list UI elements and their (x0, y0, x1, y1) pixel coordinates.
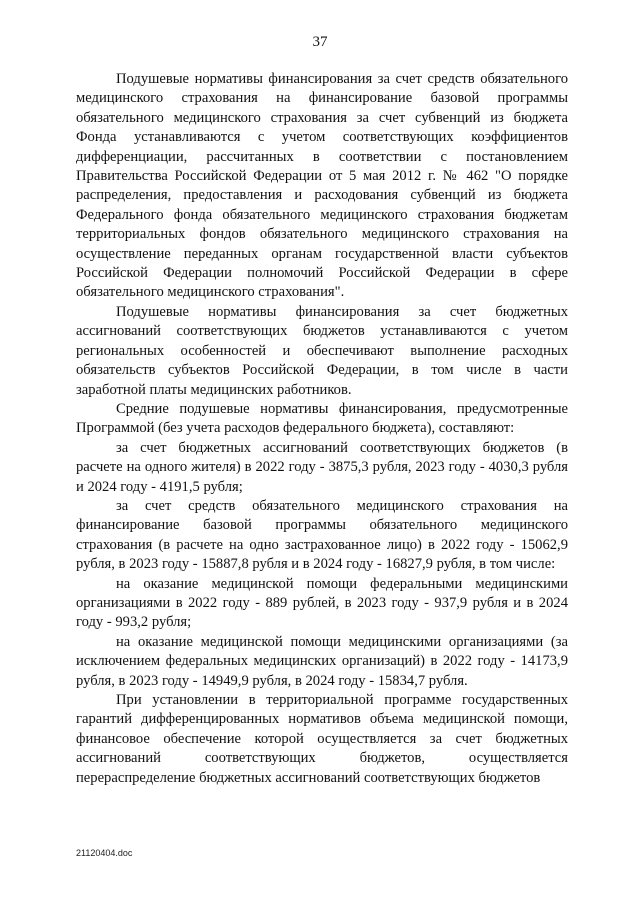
paragraph-average-norms: Средние подушевые нормативы финансирования, предусмотренные Программой (без учета расходов федерального бюджета), составляют: (76, 400, 568, 437)
page-number: 37 (312, 34, 328, 50)
paragraph-other-organizations: на оказание медицинской помощи медицинскими организациями (за исключением федеральных медицинских организаций) в 2022 году - 14173,9 рубля, в 2023 году - 14949,9 рубля, в 2024 году - 15834,7 рубля. (76, 633, 568, 689)
paragraph-per-capita-budget: Подушевые нормативы финансирования за счет бюджетных ассигнований соответствующих бюджетов устанавливаются с учетом региональных особенностей и обеспечивают выполнение расходных обязательств субъектов Российской Федерации, в том числе в части заработной платы медицинских работников. (76, 303, 568, 398)
paragraph-oms-funds: за счет средств обязательного медицинского страхования на финансирование базовой программы обязательного медицинского страхования (в расчете на одно застрахованное лицо) в 2022 году - 15062,9 рубля, в 2023 году - 15887,8 рубля и в 2024 году - 16827,9 рубля, в том числе: (76, 497, 568, 573)
paragraph-budget-allocations: за счет бюджетных ассигнований соответствующих бюджетов (в расчете на одного жителя) в 2022 году - 3875,3 рубля, 2023 году - 4030,3 рубля и 2024 году - 4191,5 рубля; (76, 439, 568, 495)
document-body (76, 70, 568, 788)
document-filename: 21120404.doc (76, 848, 133, 858)
paragraph-differentiated-norms: При установлении в территориальной программе государственных гарантий дифференцированных нормативов объема медицинской помощи, финансовое обеспечение которой осуществляется за счет бюджетных ассигнований соответствующих бюджетов, осуществляется перераспределение бюджетных ассигнований соответствующих бюджетов (76, 692, 568, 786)
paragraph-per-capita-oms: Подушевые нормативы финансирования за счет средств обязательного медицинского страхования на финансирование базовой программы обязательного медицинского страхования за счет субвенций из бюджета Фонда устанавливаются с учетом соответствующих коэффициентов дифференциации, рассчитанных в соответствии с постановлением Правительства Российской Федерации от 5 мая 2012 г. № 462 "О порядке распределения, предоставления и расходования субвенций из бюджета Федерального фонда обязательного медицинского страхования бюджетам территориальных фондов обязательного медицинского страхования на осуществление переданных органам государственной власти субъектов Российской Федерации полномочий Российской Федерации в сфере обязательного медицинского страхования". (76, 71, 568, 301)
paragraph-federal-organizations: на оказание медицинской помощи федеральными медицинскими организациями в 2022 году - 889 рублей, в 2023 году - 937,9 рубля и в 2024 году - 993,2 рубля; (76, 575, 568, 631)
